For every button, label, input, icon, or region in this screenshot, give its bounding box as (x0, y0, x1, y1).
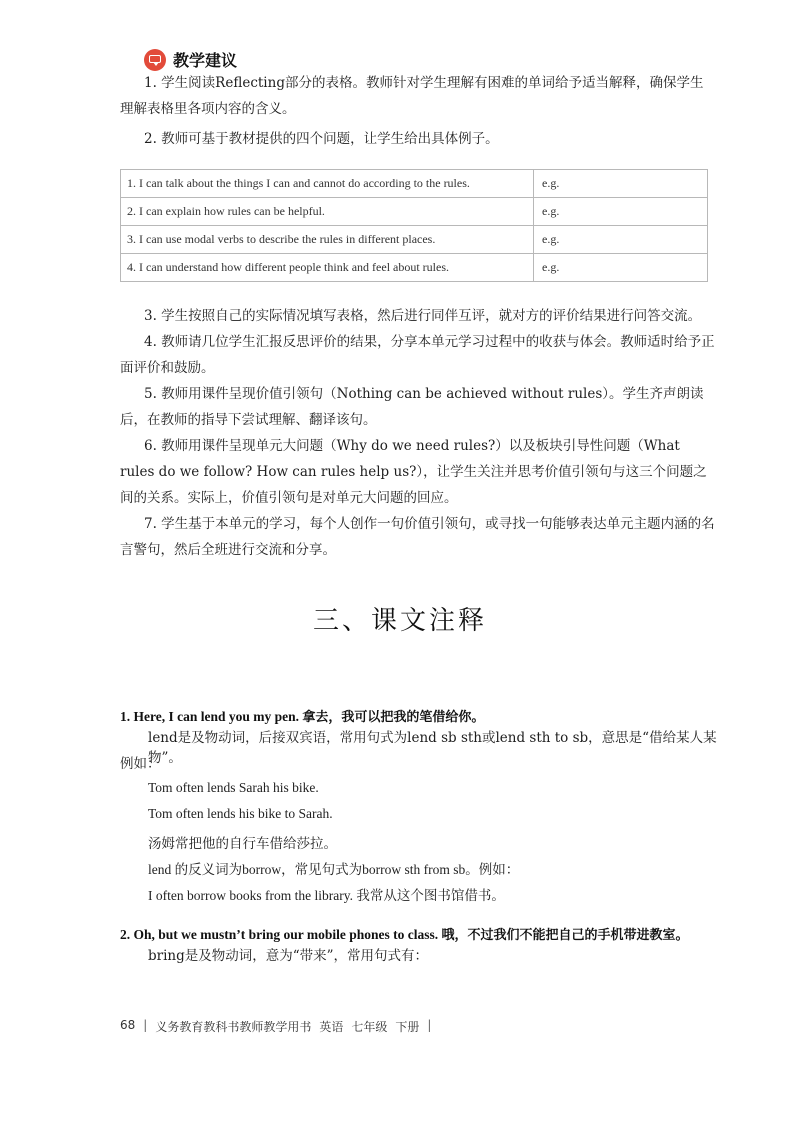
note-2-english: 2. Oh, but we mustn’t bring our mobile phones to class. (120, 927, 439, 942)
antonym-note: lend 的反义词为borrow，常见句式为borrow sth from sb。例如： (148, 862, 520, 877)
example-cell: e.g. (534, 198, 708, 226)
suggestion-7: 7. 学生基于本单元的学习，每个人创作一句价值引领句，或寻找一句能够表达单元主题内涵的名言警句，然后全班进行交流和分享。 (120, 516, 715, 558)
teaching-suggestions-header (144, 48, 237, 71)
example-sentence: I often borrow books from the library. 我常从这个图书馆借书。 (148, 888, 505, 903)
chat-bubble-icon (144, 49, 166, 71)
table-row (121, 170, 708, 198)
page-number: 68 (120, 1018, 136, 1032)
table-row (121, 198, 708, 226)
note-1-example-label: 例如： (120, 756, 161, 772)
section-heading: 教学建议 (173, 51, 238, 70)
suggestion-6: 6. 教师用课件呈现单元大问题（Why do we need rules?）以及板块引导性问题（What rules do we follow? How can rules help us?），让学生关注并思考价值引领句与这三个问题之间的关系。实际上，价值引领句是对单元大问题的回应。 (120, 438, 707, 506)
note-1-chinese: 拿去，我可以把我的笔借给你。 (302, 710, 485, 725)
suggestion-5: 5. 教师用课件呈现价值引领句（Nothing can be achieved without rules）。学生齐声朗读后，在教师的指导下尝试理解、翻译该句。 (120, 386, 704, 428)
note-1-heading (120, 706, 484, 725)
statement-cell: 4. I can understand how different people think and feel about rules. (121, 254, 534, 282)
page-footer (120, 1018, 431, 1035)
example-sentence: Tom often lends his bike to Sarah. (148, 806, 333, 821)
note-1-explanation: lend是及物动词，后接双宾语，常用句式为lend sb sth或lend sth to sb，意思是“借给某人某物”。 (148, 730, 717, 766)
subject: 英语 (319, 1020, 344, 1034)
note-1-english: 1. Here, I can lend you my pen. (120, 709, 300, 724)
note-2-heading (120, 924, 689, 943)
book-title: 义务教育教科书教师教学用书 (155, 1020, 312, 1034)
suggestion-1: 1. 学生阅读Reflecting部分的表格。教师针对学生理解有困难的单词给予适当解释，确保学生理解表格里各项内容的含义。 (120, 75, 704, 117)
example-sentence: Tom often lends Sarah his bike. (148, 780, 319, 795)
statement-cell: 3. I can use modal verbs to describe the rules in different places. (121, 226, 534, 254)
table-row (121, 254, 708, 282)
volume: 下册 (395, 1020, 420, 1034)
statement-cell: 2. I can explain how rules can be helpful. (121, 198, 534, 226)
page-section-title: 三、课文注释 (312, 606, 487, 636)
note-2-explanation: bring是及物动词，意为“带来”，常用句式有： (148, 948, 429, 964)
suggestion-2: 2. 教师可基于教材提供的四个问题，让学生给出具体例子。 (144, 131, 499, 147)
note-2-chinese: 哦，不过我们不能把自己的手机带进教室。 (441, 928, 689, 943)
example-cell: e.g. (534, 226, 708, 254)
footer-divider: | (427, 1018, 432, 1032)
example-translation: 汤姆常把他的自行车借给莎拉。 (148, 836, 337, 851)
statement-cell: 1. I can talk about the things I can and cannot do according to the rules. (121, 170, 534, 198)
example-cell: e.g. (534, 254, 708, 282)
grade: 七年级 (351, 1020, 388, 1034)
table-row (121, 226, 708, 254)
reflecting-table (120, 169, 708, 282)
suggestion-4: 4. 教师请几位学生汇报反思评价的结果，分享本单元学习过程中的收获与体会。教师适时给予正面评价和鼓励。 (120, 334, 715, 376)
example-cell: e.g. (534, 170, 708, 198)
suggestion-3: 3. 学生按照自己的实际情况填写表格，然后进行同伴互评，就对方的评价结果进行问答交流。 (144, 308, 702, 324)
footer-divider: | (143, 1018, 148, 1032)
